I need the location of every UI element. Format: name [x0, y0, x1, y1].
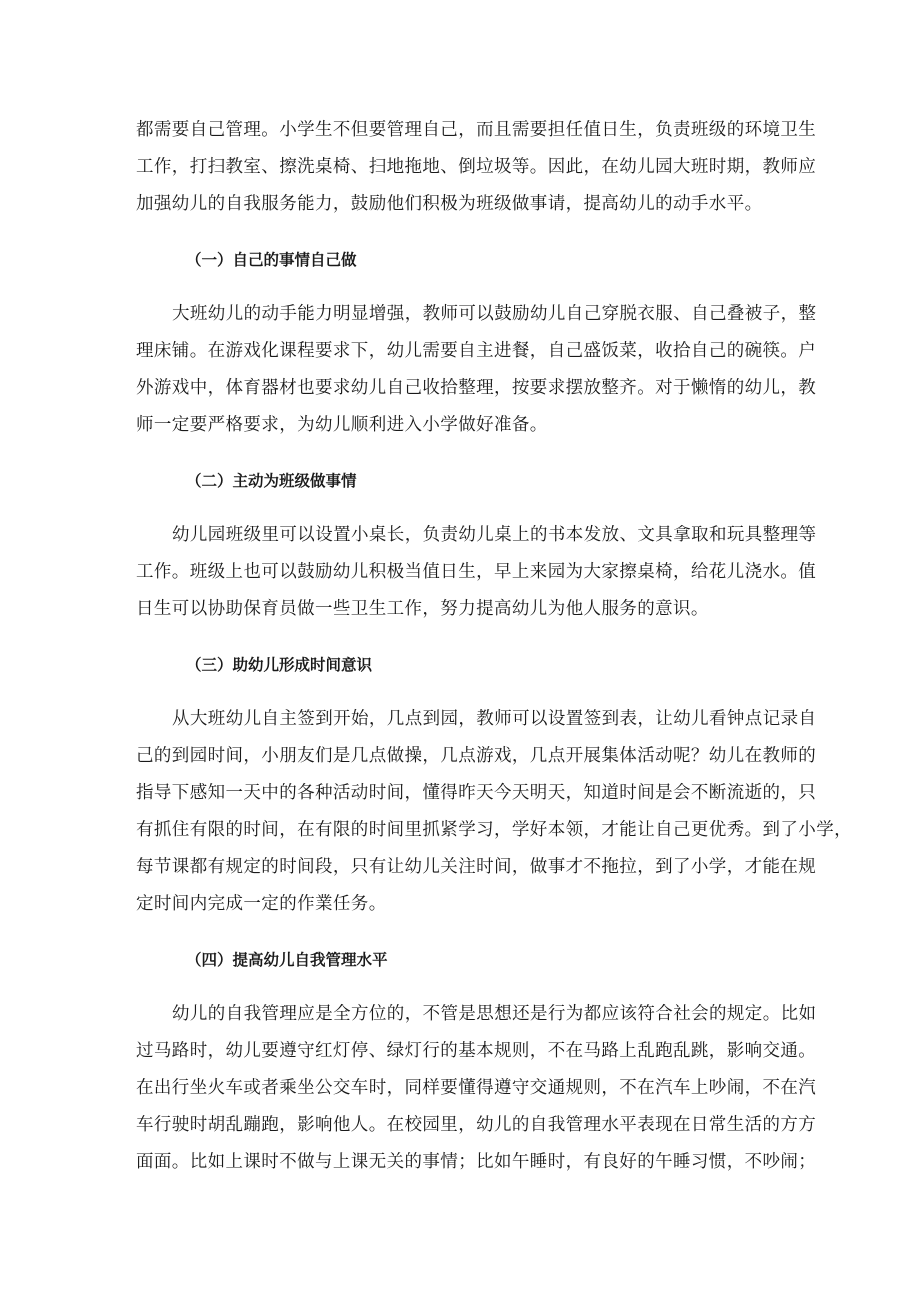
paragraph-section-4 [136, 996, 817, 1181]
text-line: 在出行坐火车或者乘坐公交车时，同样要懂得遵守交通规则，不在汽车上吵闹，不在汽 [136, 1078, 817, 1098]
text-line: 工作。班级上也可以鼓励幼儿积极当值日生，早上来园为大家擦桌椅，给花儿浇水。值 [136, 562, 817, 582]
text-line: 有抓住有限的时间，在有限的时间里抓紧学习，学好本领，才能让自己更优秀。到了小学， [136, 820, 852, 840]
paragraph-section-1 [136, 296, 817, 444]
text-line: 都需要自己管理。小学生不但要管理自己，而且需要担任值日生，负责班级的环境卫生 [136, 120, 817, 140]
text-line: 理床铺。在游戏化课程要求下，幼儿需要自主进餐，自己盛饭菜，收拾自己的碗筷。户 [136, 341, 817, 361]
text-line: 日生可以协助保育员做一些卫生工作，努力提高幼儿为他人服务的意识。 [136, 599, 709, 619]
text-line: 车行驶时胡乱蹦跑，影响他人。在校园里，幼儿的自我管理水平表现在日常生活的方方 [136, 1115, 817, 1135]
text-line: 大班幼儿的动手能力明显增强，教师可以鼓励幼儿自己穿脱衣服、自己叠被子，整 [172, 304, 817, 324]
paragraph-intro [136, 112, 817, 223]
text-line: 工作，打扫教室、擦洗桌椅、扫地拖地、倒垃圾等。因此，在幼儿园大班时期，教师应 [136, 157, 817, 177]
text-line: 幼儿园班级里可以设置小桌长，负责幼儿桌上的书本发放、文具拿取和玩具整理等 [172, 525, 817, 545]
section-heading-4: （四）提高幼儿自我管理水平 [186, 950, 388, 969]
text-line: 师一定要严格要求，为幼儿顺利进入小学做好准备。 [136, 415, 548, 435]
section-heading-1: （一）自己的事情自己做 [186, 250, 357, 269]
text-line: 己的到园时间，小朋友们是几点做操，几点游戏，几点开展集体活动呢？幼儿在教师的 [136, 746, 817, 766]
text-line: 外游戏中，体育器材也要求幼儿自己收拾整理，按要求摆放整齐。对于懒惰的幼儿，教 [136, 378, 817, 398]
text-line: 定时间内完成一定的作業任务。 [136, 894, 387, 914]
text-line: 过马路时，幼儿要遵守红灯停、绿灯行的基本规则，不在马路上乱跑乱跳，影响交通。 [136, 1041, 817, 1061]
text-line: 加强幼儿的自我服务能力，鼓励他们积极为班级做事请，提高幼儿的动手水平。 [136, 194, 763, 214]
text-line: 指导下感知一天中的各种活动时间，懂得昨天今天明天，知道时间是会不断流逝的，只 [136, 783, 817, 803]
paragraph-section-2 [136, 517, 817, 628]
text-line: 幼儿的自我管理应是全方位的，不管是思想还是行为都应该符合社会的规定。比如 [172, 1004, 817, 1024]
text-line: 每节课都有规定的时间段，只有让幼儿关注时间，做事才不拖拉，到了小学，才能在规 [136, 857, 817, 877]
section-heading-3: （三）助幼儿形成时间意识 [186, 655, 373, 674]
text-line: 面面。比如上课时不做与上课无关的事情；比如午睡时，有良好的午睡习惯，不吵闹； [136, 1152, 817, 1172]
section-heading-2: （二）主动为班级做事情 [186, 471, 357, 490]
paragraph-section-3 [136, 701, 852, 923]
text-line: 从大班幼儿自主签到开始，几点到园，教师可以设置签到表，让幼儿看钟点记录自 [172, 709, 817, 729]
document-page [136, 112, 852, 1181]
